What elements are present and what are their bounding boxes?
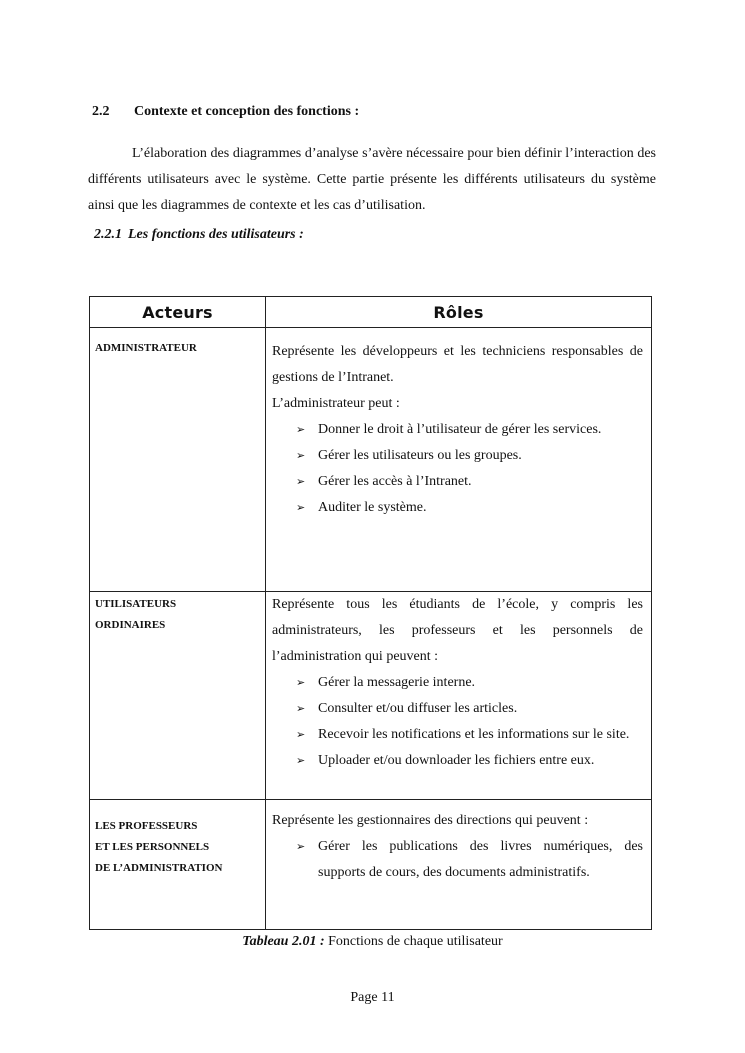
list-item-text: Donner le droit à l’utilisateur de gérer les services. — [318, 422, 602, 437]
role-description: Représente les gestionnaires des directions qui peuvent : — [272, 813, 589, 828]
list-item — [296, 417, 643, 443]
actor-line: ORDINAIRES — [95, 619, 166, 631]
role-description: Représente les développeurs et les techniciens responsables de gestions de l’Intranet. — [272, 344, 643, 385]
list-item — [296, 748, 643, 774]
section-title: Contexte et conception des fonctions : — [134, 104, 360, 119]
actor-line: ADMINISTRATEUR — [95, 342, 197, 354]
caption-text: Fonctions de chaque utilisateur — [328, 934, 503, 949]
caption-label: Tableau 2.01 : — [242, 934, 325, 949]
table-row — [90, 328, 652, 592]
list-item — [296, 495, 643, 521]
list-item — [296, 469, 643, 495]
role-description: Représente tous les étudiants de l’école, y compris les administrateurs, les professeurs et les personnels de l’administration qui peuvent : — [272, 597, 643, 664]
list-item-text: Consulter et/ou diffuser les articles. — [318, 701, 518, 716]
intro-text: L’élaboration des diagrammes d’analyse s’avère nécessaire pour bien définir l’interaction des différents utilisateurs avec le système. Cette partie présente les différents utilisateurs du système ainsi que les diagrammes de contexte et les cas d’utilisation. — [88, 146, 656, 213]
arrow-bullet-icon: ➢ — [296, 450, 306, 462]
list-item-text: Gérer les publications des livres numériques, des supports de cours, des documents administratifs. — [318, 839, 643, 880]
list-item-text: Uploader et/ou downloader les fichiers entre eux. — [318, 753, 595, 768]
header-actors: Acteurs — [90, 297, 266, 328]
arrow-bullet-icon: ➢ — [296, 476, 306, 488]
list-item-text: Gérer les accès à l’Intranet. — [318, 474, 472, 489]
table-row — [90, 592, 652, 800]
actor-cell — [90, 328, 266, 592]
table-row — [90, 800, 652, 930]
role-list — [272, 417, 643, 521]
actor-name — [90, 592, 265, 636]
list-item — [296, 722, 643, 748]
actor-line: ET LES PERSONNELS — [95, 841, 210, 853]
actor-name — [90, 800, 265, 879]
list-item — [296, 670, 643, 696]
roles-table — [89, 296, 652, 930]
section-number: 2.2 — [92, 104, 110, 119]
actor-line: UTILISATEURS — [95, 598, 177, 610]
list-item — [296, 443, 643, 469]
arrow-bullet-icon: ➢ — [296, 677, 306, 689]
page-number: Page 11 — [350, 990, 395, 1005]
arrow-bullet-icon: ➢ — [296, 424, 306, 436]
subsection-title: Les fonctions des utilisateurs : — [128, 227, 304, 242]
actor-line: LES PROFESSEURS — [95, 820, 198, 832]
actor-line: DE L’ADMINISTRATION — [95, 862, 223, 874]
header-roles: Rôles — [266, 297, 652, 328]
table-header-row — [90, 297, 652, 328]
list-item — [296, 696, 643, 722]
role-cell — [266, 592, 652, 800]
role-list — [272, 834, 643, 886]
role-list — [272, 670, 643, 774]
intro-paragraph — [88, 141, 656, 219]
actor-cell — [90, 592, 266, 800]
list-item — [296, 834, 643, 886]
arrow-bullet-icon: ➢ — [296, 502, 306, 514]
role-cell — [266, 328, 652, 592]
actor-cell — [90, 800, 266, 930]
list-item-text: Auditer le système. — [318, 500, 427, 515]
arrow-bullet-icon: ➢ — [296, 755, 306, 767]
arrow-bullet-icon: ➢ — [296, 841, 306, 853]
section-heading — [92, 104, 359, 120]
table-caption — [0, 934, 745, 950]
arrow-bullet-icon: ➢ — [296, 729, 306, 741]
subsection-heading — [94, 227, 304, 243]
arrow-bullet-icon: ➢ — [296, 703, 306, 715]
list-item-text: Gérer la messagerie interne. — [318, 675, 476, 690]
role-intro: L’administrateur peut : — [272, 396, 400, 411]
list-item-text: Gérer les utilisateurs ou les groupes. — [318, 448, 522, 463]
list-item-text: Recevoir les notifications et les informations sur le site. — [318, 727, 630, 742]
subsection-number: 2.2.1 — [94, 227, 122, 242]
actor-name — [90, 328, 265, 359]
role-cell — [266, 800, 652, 930]
